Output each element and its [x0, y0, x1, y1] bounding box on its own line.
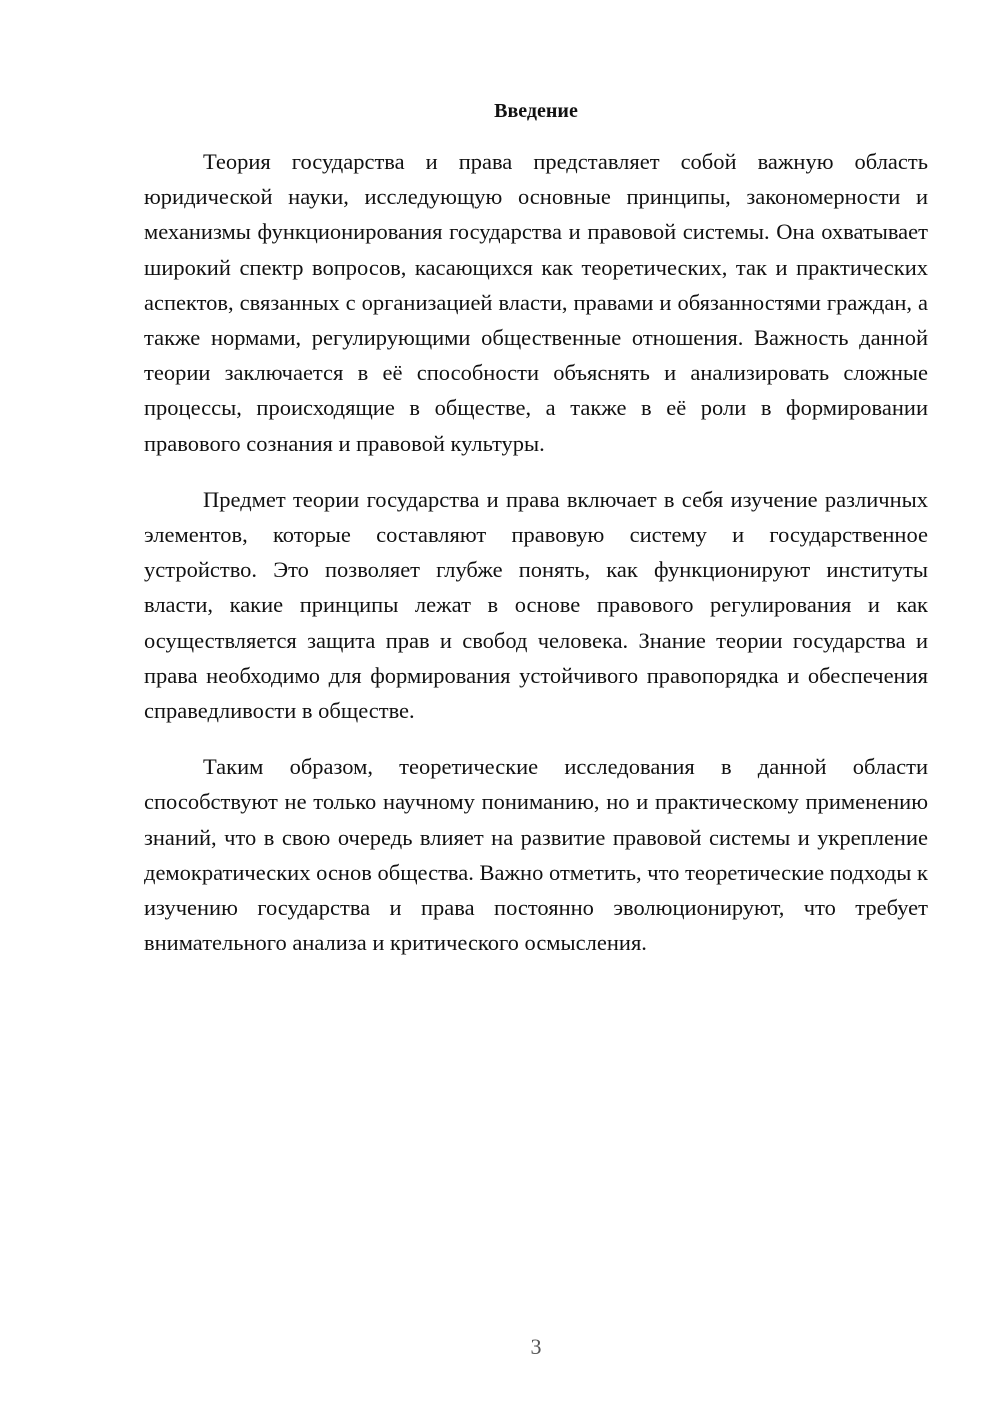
document-body — [144, 144, 928, 981]
page-title: Введение — [494, 100, 578, 122]
paragraph-2: Предмет теории государства и права включает в себя изучение различных элементов, которые составляют правовую систему и государственное устройство. Это позволяет глубже понять, как функционируют институты власти, какие принципы лежат в основе правового регулирования и как осуществляется защита прав и свобод человека. Знание теории государства и права необходимо для формирования устойчивого правопорядка и обеспечения справедливости в обществе. — [144, 486, 928, 724]
paragraph-3: Таким образом, теоретические исследования в данной области способствуют не только научному пониманию, но и практическому применению знаний, что в свою очередь влияет на развитие правовой системы и укрепление демократических основ общества. Важно отметить, что теоретические подходы к изучению государства и права постоянно эволюционируют, что требует внимательного анализа и критического осмысления. — [144, 754, 928, 956]
page-number: 3 — [530, 1334, 542, 1359]
paragraph-1: Теория государства и права представляет собой важную область юридической науки, исследующую основные принципы, закономерности и механизмы функционирования государства и правовой системы. Она охватывает широкий спектр вопросов, касающихся как теоретических, так и практических аспектов, связанных с организацией власти, правами и обязанностями граждан, а также нормами, регулирующими общественные отношения. Важность данной теории заключается в её способности объяснять и анализировать сложные процессы, происходящие в обществе, а также в её роли в формировании правового сознания и правовой культуры. — [144, 149, 928, 456]
